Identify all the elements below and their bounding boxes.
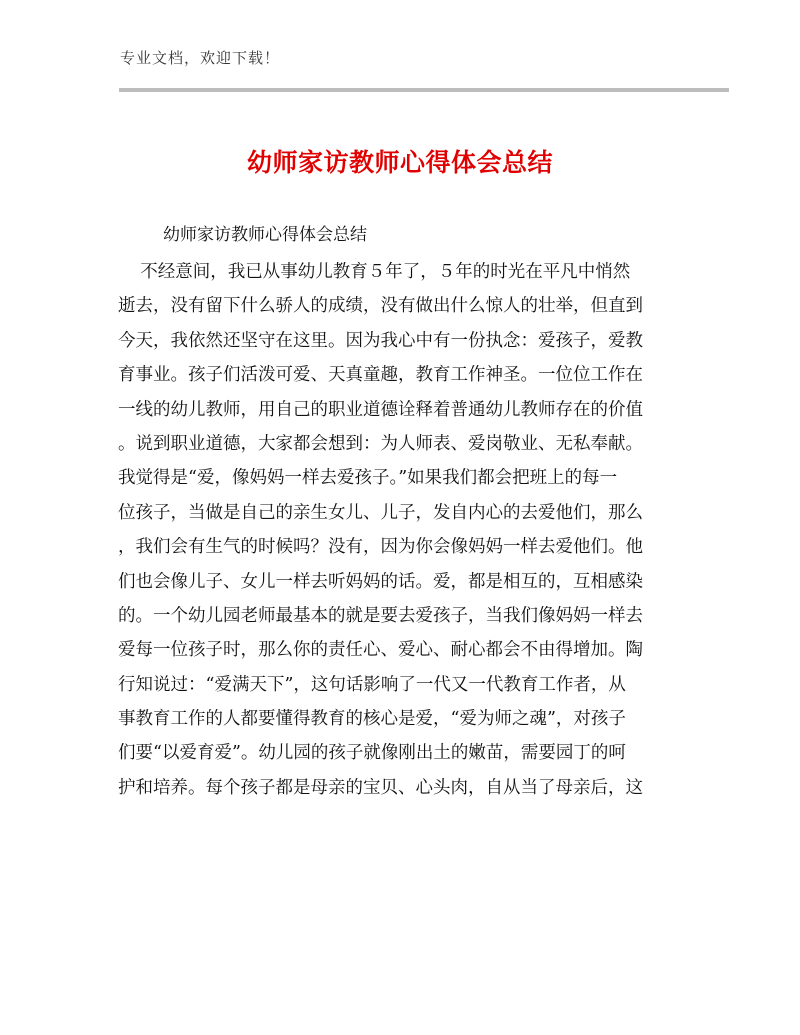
body-line: 行知说过：“爱满天下”，这句话影响了一代又一代教育工作者，从 [118, 674, 626, 695]
body-line: 护和培养。每个孩子都是母亲的宝贝、心头肉，自从当了母亲后，这 [118, 777, 643, 798]
header-divider [119, 88, 729, 92]
body-line: 育事业。孩子们活泼可爱、天真童趣，教育工作神圣。一位位工作在 [118, 365, 643, 386]
body-line: 我觉得是“爱，像妈妈一样去爱孩子。”如果我们都会把班上的每一 [118, 468, 618, 489]
body-line: 今天，我依然还坚守在这里。因为我心中有一份执念：爱孩子，爱教 [118, 330, 643, 351]
body-line: 一线的幼儿教师，用自己的职业道德诠释着普通幼儿教师存在的价值 [118, 399, 643, 420]
document-subtitle: 幼师家访教师心得体会总结 [163, 225, 367, 245]
header-note: 专业文档，欢迎下载！ [120, 49, 281, 67]
document-title: 幼师家访教师心得体会总结 [246, 148, 553, 177]
body-text [118, 255, 678, 805]
body-line: 们要“以爱育爱”。幼儿园的孩子就像刚出土的嫩苗，需要园丁的呵 [118, 743, 626, 764]
body-line: 不经意间，我已从事幼儿教育５年了，５年的时光在平凡中悄然 [118, 262, 631, 282]
body-line: 位孩子，当做是自己的亲生女儿、儿子，发自内心的去爱他们，那么 [118, 502, 643, 523]
body-line: 爱每一位孩子时，那么你的责任心、爱心、耐心都会不由得增加。陶 [118, 640, 643, 661]
body-line: 的。一个幼儿园老师最基本的就是要去爱孩子，当我们像妈妈一样去 [118, 605, 643, 626]
body-line: 。说到职业道德，大家都会想到：为人师表、爱岗敬业、无私奉献。 [118, 433, 643, 454]
body-line: 们也会像儿子、女儿一样去听妈妈的话。爱，都是相互的，互相感染 [118, 571, 643, 592]
body-line: 逝去，没有留下什么骄人的成绩，没有做出什么惊人的壮举，但直到 [118, 296, 643, 317]
body-line: ，我们会有生气的时候吗？没有，因为你会像妈妈一样去爱他们。他 [118, 537, 643, 558]
body-line: 事教育工作的人都要懂得教育的核心是爱，“爱为师之魂”，对孩子 [118, 709, 626, 730]
